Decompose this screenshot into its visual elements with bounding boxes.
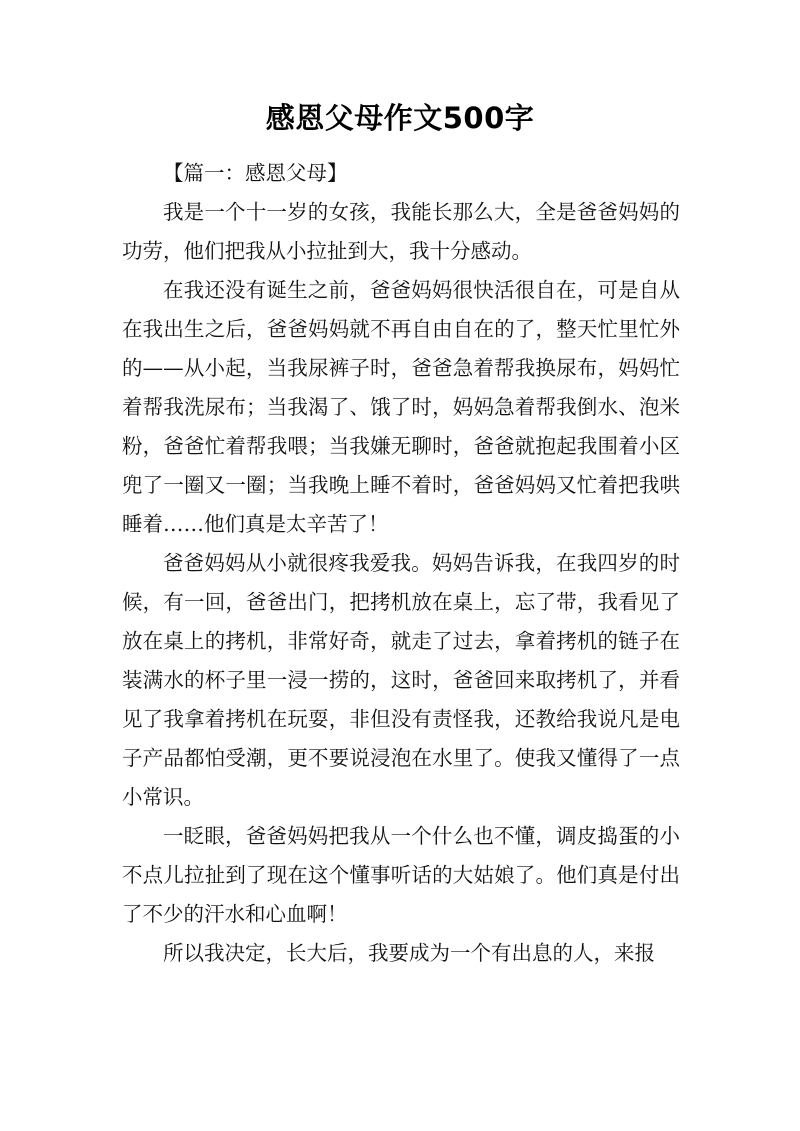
paragraph-1: 我是一个十一岁的女孩，我能长那么大，全是爸爸妈妈的功劳，他们把我从小拉扯到大，我十分感动。 [122, 200, 680, 263]
paragraph-5: 所以我决定，长大后，我要成为一个有出息的人，来报 [163, 941, 655, 965]
section-heading: 【篇一：感恩父母】 [163, 161, 348, 185]
paragraph-4: 一眨眼，爸爸妈妈把我从一个什么也不懂，调皮捣蛋的小不点儿拉扯到了现在这个懂事听话的大姑娘了。他们真是付出了不少的汗水和心血啊！ [122, 824, 680, 926]
document-body [122, 154, 680, 973]
document-title: 感恩父母作文500字 [265, 101, 535, 135]
paragraph-2: 在我还没有诞生之前，爸爸妈妈很快活很自在，可是自从在我出生之后，爸爸妈妈就不再自由自在的了，整天忙里忙外的——从小起，当我尿裤子时，爸爸急着帮我换尿布，妈妈忙着帮我洗尿布；当我渴了、饿了时，妈妈急着帮我倒水、泡米粉，爸爸忙着帮我喂；当我嫌无聊时，爸爸就抱起我围着小区兜了一圈又一圈；当我晚上睡不着时，爸爸妈妈又忙着把我哄睡着……他们真是太辛苦了！ [122, 278, 680, 536]
paragraph-3: 爸爸妈妈从小就很疼我爱我。妈妈告诉我，在我四岁的时候，有一回，爸爸出门，把拷机放在桌上，忘了带，我看见了放在桌上的拷机，非常好奇，就走了过去，拿着拷机的链子在装满水的杯子里一浸一捞的，这时，爸爸回来取拷机了，并看见了我拿着拷机在玩耍，非但没有责怪我，还教给我说凡是电子产品都怕受潮，更不要说浸泡在水里了。使我又懂得了一点小常识。 [122, 551, 680, 809]
